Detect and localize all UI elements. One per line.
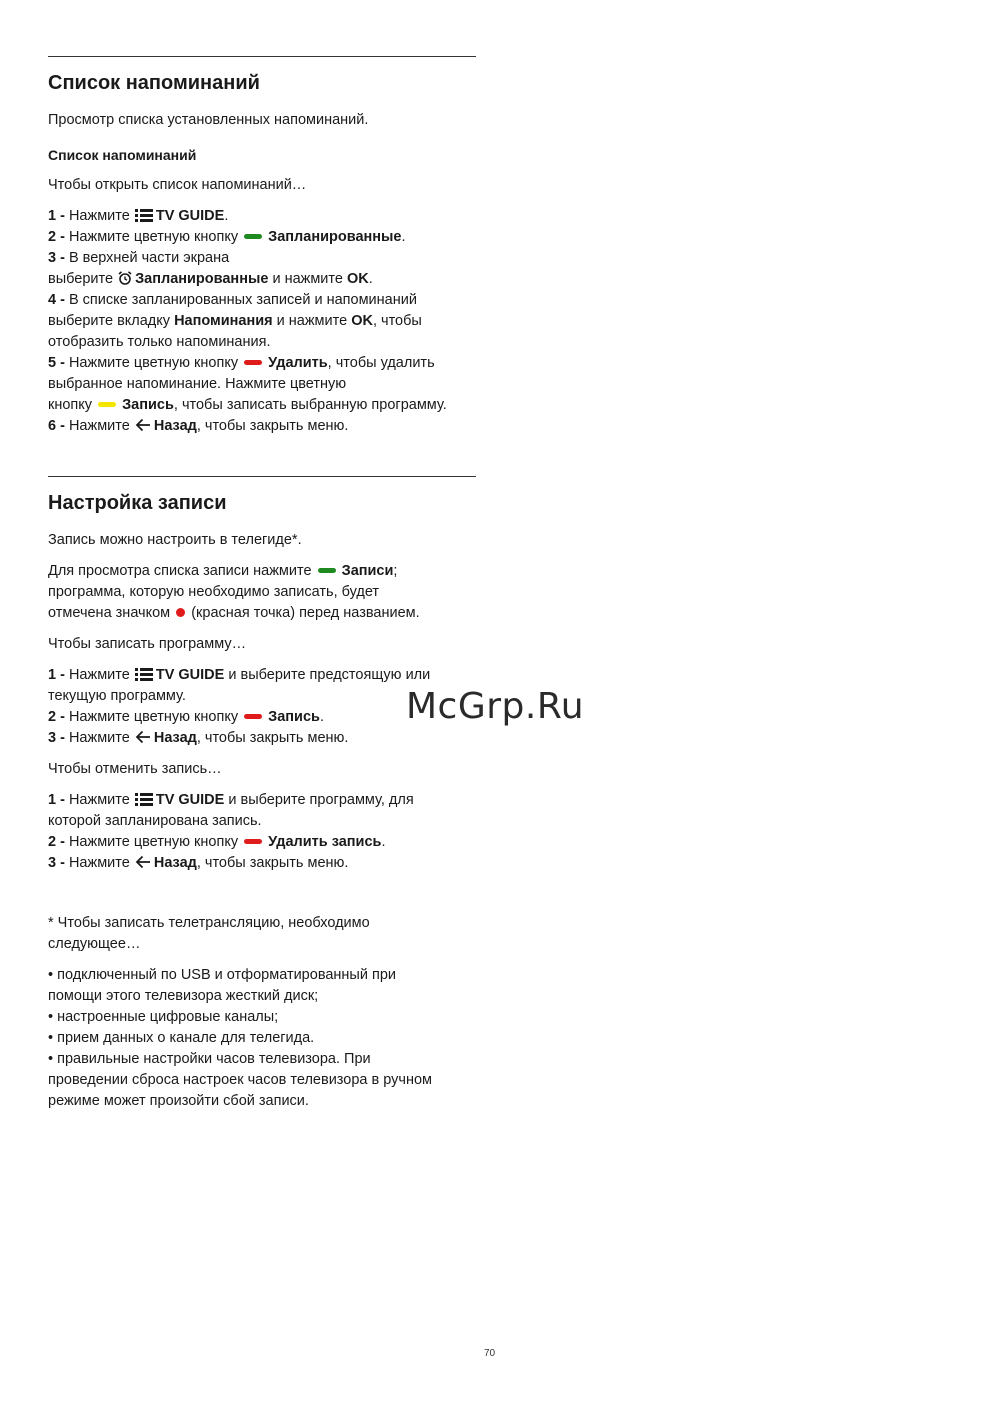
lead-text: Чтобы открыть список напоминаний… (48, 177, 307, 193)
back-arrow-icon (135, 855, 151, 869)
step-1: 1 - Нажмите TV GUIDE. (48, 208, 229, 224)
steps-list (48, 206, 476, 437)
red-button-icon (244, 839, 262, 844)
section-title: Настройка записи (48, 492, 227, 514)
step-2: 2 - Нажмите цветную кнопку Удалить запись. (48, 834, 386, 850)
section-reminder-list (48, 56, 476, 437)
divider (48, 476, 476, 477)
alarm-clock-icon (118, 271, 132, 285)
step-5: 5 - Нажмите цветную кнопку Удалить, чтобы удалить выбранное напоминание. Нажмите цветную кнопку Запись, чтобы записать выбранную программу. (48, 355, 447, 413)
page-number: 70 (484, 1348, 496, 1359)
step-3: 3 - Нажмите Назад, чтобы закрыть меню. (48, 855, 349, 871)
section-title: Список напоминаний (48, 72, 260, 94)
tv-guide-icon (135, 209, 153, 222)
back-arrow-icon (135, 418, 151, 432)
subheading: Список напоминаний (48, 147, 197, 163)
recordings-paragraph: Для просмотра списка записи нажмите Записи; программа, которую необходимо записать, будет отмечена значком (красная точка) перед названием. (48, 563, 420, 621)
step-6: 6 - Нажмите Назад, чтобы закрыть меню. (48, 418, 349, 434)
list-item: • подключенный по USB и отформатированный при помощи этого телевизора жесткий диск; (48, 967, 396, 1004)
step-2: 2 - Нажмите цветную кнопку Запланированные. (48, 229, 406, 245)
list-item: • правильные настройки часов телевизора. При проведении сброса настроек часов телевизора в ручном режиме может произойти сбой записи. (48, 1051, 432, 1109)
intro-text: Просмотр списка установленных напоминаний. (48, 112, 369, 128)
red-dot-icon (176, 608, 185, 617)
back-arrow-icon (135, 730, 151, 744)
step-4: 4 - В списке запланированных записей и напоминаний выберите вкладку Напоминания и нажмите OK, чтобы отобразить только напоминания. (48, 292, 422, 350)
tv-guide-icon (135, 668, 153, 681)
intro-text: Запись можно настроить в телегиде*. (48, 532, 302, 548)
step-1: 1 - Нажмите TV GUIDE и выберите программу, для которой запланирована запись. (48, 792, 414, 829)
list-item: • прием данных о канале для телегида. (48, 1030, 315, 1046)
list-item: • настроенные цифровые каналы; (48, 1009, 279, 1025)
divider (48, 56, 476, 57)
step-2: 2 - Нажмите цветную кнопку Запись. (48, 709, 324, 725)
step-3: 3 - Нажмите Назад, чтобы закрыть меню. (48, 730, 349, 746)
step-1: 1 - Нажмите TV GUIDE и выберите предстоящую или текущую программу. (48, 667, 431, 704)
red-button-icon (244, 714, 262, 719)
record-lead: Чтобы записать программу… (48, 636, 247, 652)
requirements-list (48, 965, 476, 1112)
green-button-icon (244, 234, 262, 239)
section-recording-setup (48, 476, 476, 1112)
step-3: 3 - В верхней части экрана выберите Запланированные и нажмите OK. (48, 250, 373, 287)
watermark: McGrp.Ru (406, 686, 585, 727)
green-button-icon (318, 568, 336, 573)
footnote: * Чтобы записать телетрансляцию, необходимо следующее… (48, 915, 370, 952)
red-button-icon (244, 360, 262, 365)
cancel-steps (48, 790, 476, 874)
yellow-button-icon (98, 402, 116, 407)
cancel-lead: Чтобы отменить запись… (48, 761, 222, 777)
tv-guide-icon (135, 793, 153, 806)
